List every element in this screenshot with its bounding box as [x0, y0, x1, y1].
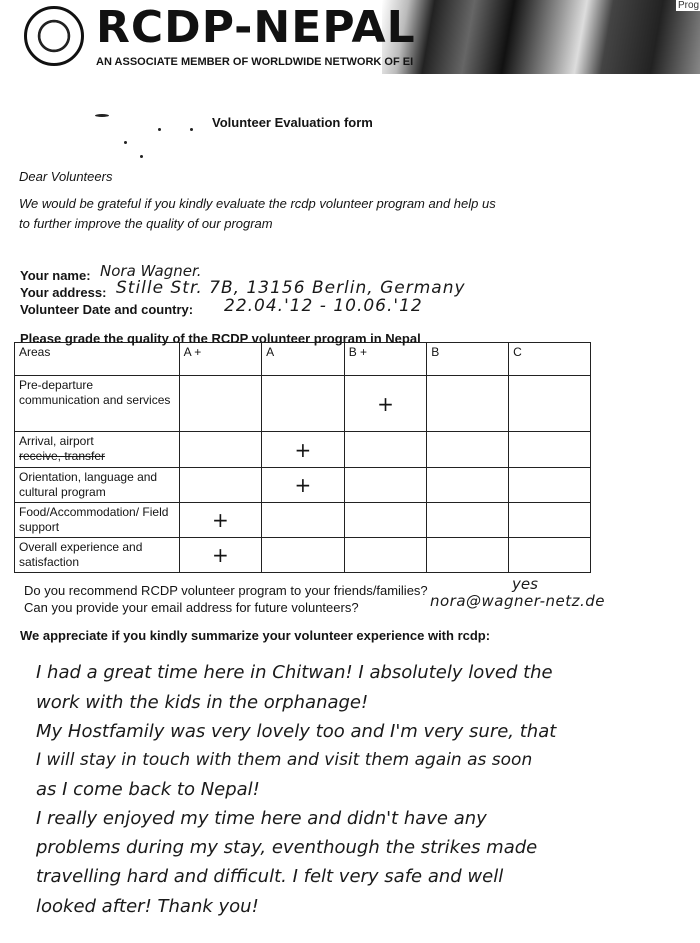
area-overall: Overall experience and satisfaction: [15, 538, 180, 573]
header-a-plus: A +: [179, 343, 262, 376]
summary-line: work with the kids in the orphanage!: [36, 692, 369, 713]
address-label: Your address:: [20, 285, 107, 300]
grading-table: [14, 342, 591, 573]
corner-text: Prog: [678, 0, 700, 11]
email-question: Can you provide your email address for future volunteers?: [24, 600, 359, 615]
table-row: [15, 432, 591, 468]
table-row: [15, 468, 591, 503]
cell-a: [262, 503, 345, 538]
header-photo: [382, 0, 700, 74]
summary-line: My Hostfamily was very lovely too and I'm very sure, that: [36, 721, 557, 742]
cell-c: [509, 503, 591, 538]
cell-b: [427, 376, 509, 432]
header-areas: Areas: [15, 343, 180, 376]
cell-b: [427, 468, 509, 503]
cell-a-plus-mark: +: [179, 503, 262, 538]
area-arrival-line1: Arrival, airport: [19, 434, 94, 448]
area-arrival: [15, 432, 180, 468]
scan-speck: [124, 141, 127, 144]
address-value: Stille Str. 7B, 13156 Berlin, Germany: [116, 278, 466, 298]
scan-speck: [190, 128, 193, 131]
cell-b: [427, 432, 509, 468]
header-b-plus: B +: [344, 343, 427, 376]
name-value: Nora Wagner.: [100, 262, 202, 280]
cell-b: [427, 538, 509, 573]
scan-speck: [140, 155, 143, 158]
summary-line: I will stay in touch with them and visit them again as soon: [36, 750, 533, 770]
table-row: [15, 503, 591, 538]
table-header-row: [15, 343, 591, 376]
intro-line-2: to further improve the quality of our program: [19, 216, 273, 231]
summary-line: as I come back to Nepal!: [36, 779, 260, 800]
cell-b-plus: [344, 432, 427, 468]
table-row: [15, 376, 591, 432]
email-answer: nora@wagner-netz.de: [430, 592, 606, 610]
cell-b-plus: [344, 468, 427, 503]
cell-a-plus-mark: +: [179, 538, 262, 573]
scan-speck: [158, 128, 161, 131]
summary-line: problems during my stay, eventhough the strikes made: [36, 837, 538, 858]
grade-heading: Please grade the quality of the RCDP volunteer program in Nepal: [20, 331, 421, 346]
cell-a-plus: [179, 432, 262, 468]
summary-line: I really enjoyed my time here and didn't have any: [36, 808, 487, 829]
recommend-answer: yes: [512, 575, 538, 593]
brand-title: RCDP-NEPAL: [96, 2, 416, 53]
cell-a: [262, 376, 345, 432]
cell-c: [509, 468, 591, 503]
dates-value: 22.04.'12 - 10.06.'12: [224, 296, 423, 316]
cell-a-plus: [179, 468, 262, 503]
cell-c: [509, 432, 591, 468]
cell-b: [427, 503, 509, 538]
brand-tagline: AN ASSOCIATE MEMBER OF WORLDWIDE NETWORK OF EI: [96, 56, 414, 68]
cell-c: [509, 376, 591, 432]
cell-b-plus: [344, 503, 427, 538]
name-label: Your name:: [20, 268, 91, 283]
cell-a: [262, 538, 345, 573]
table-row: [15, 538, 591, 573]
scan-speck: [95, 114, 109, 117]
rcdp-logo: [24, 6, 84, 66]
header-b: B: [427, 343, 509, 376]
cell-a-mark: +: [262, 432, 345, 468]
cell-b-plus-mark: +: [344, 376, 427, 432]
area-orientation: Orientation, language and cultural program: [15, 468, 180, 503]
recommend-question: Do you recommend RCDP volunteer program to your friends/families?: [24, 583, 428, 598]
summary-line: travelling hard and difficult. I felt very safe and well: [36, 866, 504, 887]
greeting: Dear Volunteers: [19, 169, 113, 184]
summary-line: I had a great time here in Chitwan! I absolutely loved the: [36, 662, 553, 683]
form-title: Volunteer Evaluation form: [212, 115, 373, 130]
area-pre-departure: Pre-departure communication and services: [15, 376, 180, 432]
area-arrival-line2: receive, transfer: [19, 449, 106, 463]
cell-c: [509, 538, 591, 573]
header-a: A: [262, 343, 345, 376]
cell-b-plus: [344, 538, 427, 573]
summary-line: looked after! Thank you!: [36, 896, 259, 917]
dates-label: Volunteer Date and country:: [20, 302, 194, 317]
header-c: C: [509, 343, 591, 376]
cell-a-mark: +: [262, 468, 345, 503]
intro-line-1: We would be grateful if you kindly evaluate the rcdp volunteer program and help us: [19, 196, 496, 211]
summary-heading: We appreciate if you kindly summarize your volunteer experience with rcdp:: [20, 628, 491, 643]
cell-a-plus: [179, 376, 262, 432]
area-food: Food/Accommodation/ Field support: [15, 503, 180, 538]
